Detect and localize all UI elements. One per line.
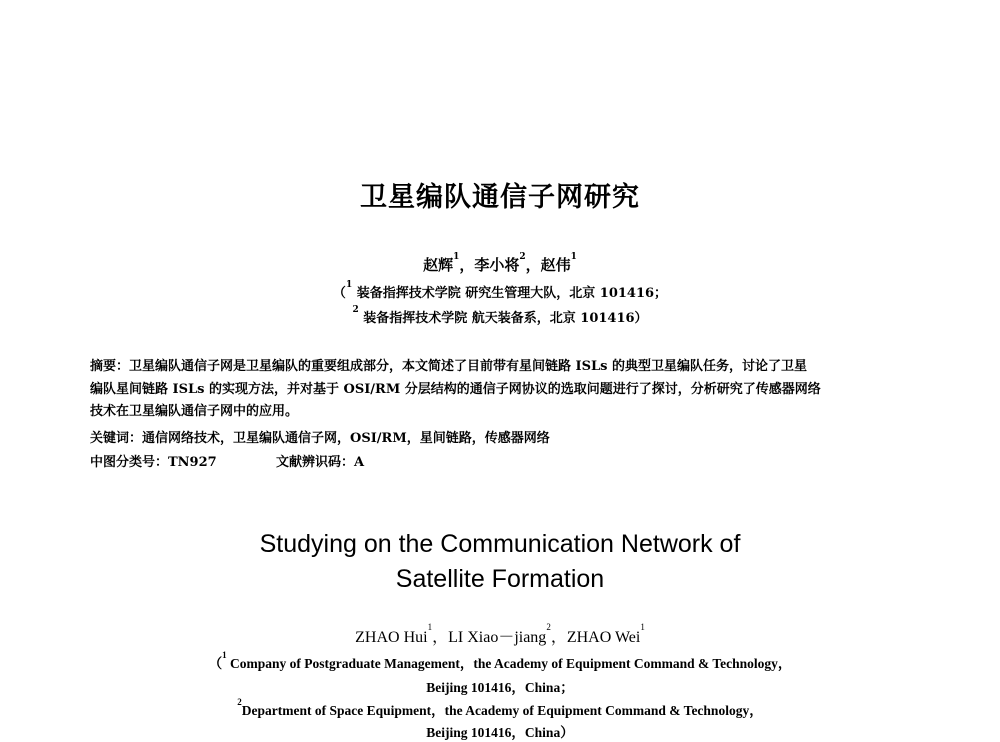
affiliation-mark: 2 xyxy=(237,697,242,707)
author-name: 李小将 xyxy=(474,256,520,274)
english-authors xyxy=(0,624,1000,647)
author-separator: ， xyxy=(525,256,541,274)
chinese-authors xyxy=(0,254,1000,275)
classification-number: 中图分类号：TN927 xyxy=(90,455,217,470)
english-affiliation xyxy=(0,652,1000,672)
chinese-affiliation xyxy=(0,307,1000,326)
author-affiliation-mark: 2 xyxy=(519,252,526,262)
affiliation-text: Company of Postgraduate Management，the Academy of Equipment Command & Technology， xyxy=(226,656,792,671)
chinese-keywords: 关键词：通信网络技术，卫星编队通信子网，OSI/RM，星间链路，传感器网络 xyxy=(90,431,550,446)
affiliation-text: Beijing 101416，China） xyxy=(426,725,574,740)
abstract-line: 编队星间链路 ISLs 的实现方法，并对基于 OSI/RM 分层结构的通信子网协议的选取问题进行了探讨，分析研究了传感器网络 xyxy=(90,381,821,397)
chinese-abstract xyxy=(90,356,910,424)
author-affiliation-mark: 1 xyxy=(453,252,460,262)
author-name: 赵伟 xyxy=(540,256,571,274)
author-name: ZHAO Hui xyxy=(355,629,428,646)
author-affiliation-mark: 2 xyxy=(546,622,551,632)
affiliation-text: 装备指挥技术学院 研究生管理大队，北京 101416； xyxy=(352,286,668,301)
affiliation-bracket: （ xyxy=(208,656,223,671)
author-affiliation-mark: 1 xyxy=(427,622,433,632)
affiliation-mark: 1 xyxy=(345,280,353,290)
english-title xyxy=(0,527,1000,597)
author-separator: ， xyxy=(432,629,449,646)
chinese-title: 卫星编队通信子网研究 xyxy=(360,182,640,213)
affiliation-text: Beijing 101416，China； xyxy=(426,680,574,695)
author-name: LI Xiao－jiang xyxy=(448,629,547,646)
author-separator: ， xyxy=(550,629,567,646)
abstract-line: 摘要：卫星编队通信子网是卫星编队的重要组成部分，本文简述了目前带有星间链路 ISLs 的典型卫星编队任务，讨论了卫星 xyxy=(90,359,807,374)
chinese-affiliation xyxy=(0,282,1000,301)
document-code: 文献辨识码：A xyxy=(276,455,365,470)
affiliation-text: 装备指挥技术学院 航天装备系，北京 101416） xyxy=(358,311,648,326)
author-affiliation-mark: 1 xyxy=(640,622,645,632)
affiliation-mark: 1 xyxy=(222,650,227,660)
english-title-line: Studying on the Communication Network of xyxy=(259,530,741,558)
affiliation-mark: 2 xyxy=(352,305,359,315)
english-affiliation xyxy=(0,721,1000,741)
abstract-line: 技术在卫星编队通信子网中的应用。 xyxy=(90,404,299,419)
english-affiliation xyxy=(0,676,1000,696)
author-name: 赵辉 xyxy=(423,256,454,274)
english-title-line: Satellite Formation xyxy=(395,565,605,593)
english-affiliation xyxy=(0,699,1000,719)
author-affiliation-mark: 1 xyxy=(570,252,577,262)
author-separator: ， xyxy=(459,256,475,274)
author-name: ZHAO Wei xyxy=(566,629,641,646)
affiliation-bracket: （ xyxy=(332,286,346,301)
affiliation-text: Department of Space Equipment，the Academy of Equipment Command & Technology， xyxy=(241,703,763,718)
